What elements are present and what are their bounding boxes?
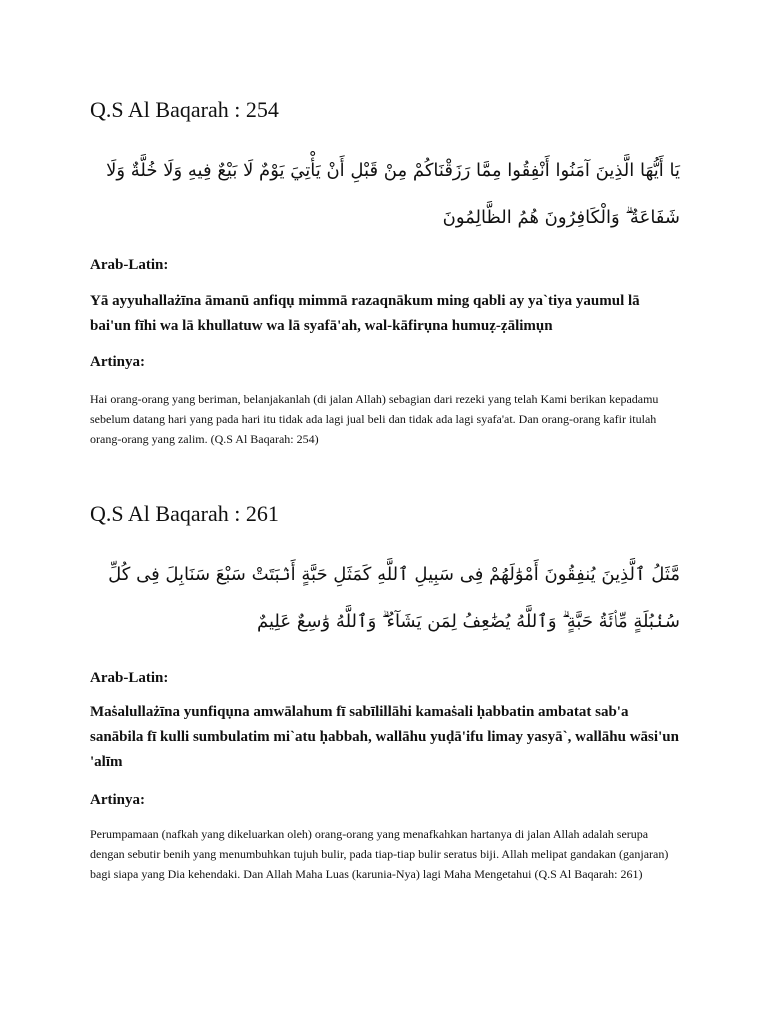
arabic-verse: مَّثَلُ ٱلَّذِينَ يُنفِقُونَ أَمْوَٰلَهُمْ فِى سَبِيلِ ٱللَّهِ كَمَثَلِ حَبَّةٍ أَنۢبَتَتْ سَبْعَ سَنَابِلَ فِى كُلِّ سُنۢبُلَةٍ مِّا۟ئَةُ حَبَّةٍ ۗ وَٱللَّهُ يُضَٰعِفُ لِمَن يَشَآءُ ۗ وَٱللَّهُ وَٰسِعٌ عَلِيمٌ <box>108 564 680 632</box>
section-title: Q.S Al Baqarah : 254 <box>90 97 279 122</box>
meaning-label: Artinya: <box>90 792 145 808</box>
meaning-text: Hai orang-orang yang beriman, belanjakanlah (di jalan Allah) sebagian dari rezeki yang telah Kami berikan kepadamu sebelum datang hari yang pada hari itu tidak ada lagi jual beli dan tidak ada lagi syafa'at. Dan orang-orang kafir itulah orang-orang yang zalim. (Q.S Al Baqarah: 254) <box>90 392 659 446</box>
arabic-verse: يَا أَيُّهَا الَّذِينَ آمَنُوا أَنْفِقُوا مِمَّا رَزَقْنَاكُمْ مِنْ قَبْلِ أَنْ يَأْتِيَ يَوْمٌ لَا بَيْعٌ فِيهِ وَلَا خُلَّةٌ وَلَا شَفَاعَةٌ ۗ وَالْكَافِرُونَ هُمُ الظَّالِمُونَ <box>106 160 680 228</box>
section-title: Q.S Al Baqarah : 261 <box>90 501 279 526</box>
latin-transliteration: Yā ayyuhallażīna āmanū anfiqụ mimmā razaqnākum ming qabli ay ya`tiya yaumul lā bai'un fīhi wa lā khullatuw wa lā syafā'ah, wal-kāfirụna humuẓ-ẓālimụn <box>90 293 640 334</box>
latin-label: Arab-Latin: <box>90 257 169 273</box>
meaning-text: Perumpamaan (nafkah yang dikeluarkan oleh) orang-orang yang menafkahkan hartanya di jalan Allah adalah serupa dengan sebutir benih yang menumbuhkan tujuh bulir, pada tiap-tiap bulir seratus biji. Allah melipat gandakan (ganjaran) bagi siapa yang Dia kehendaki. Dan Allah Maha Luas (karunia-Nya) lagi Maha Mengetahui (Q.S Al Baqarah: 261) <box>90 827 669 881</box>
latin-label: Arab-Latin: <box>90 670 169 686</box>
latin-transliteration: Maṡalullażīna yunfiqụna amwālahum fī sabīlillāhi kamaṡali ḥabbatin ambatat sab'a sanābila fī kulli sumbulatim mi`atu ḥabbah, wallāhu yuḍā'ifu limay yasyā`, wallāhu wāsi'un 'alīm <box>90 704 679 770</box>
meaning-label: Artinya: <box>90 354 145 370</box>
